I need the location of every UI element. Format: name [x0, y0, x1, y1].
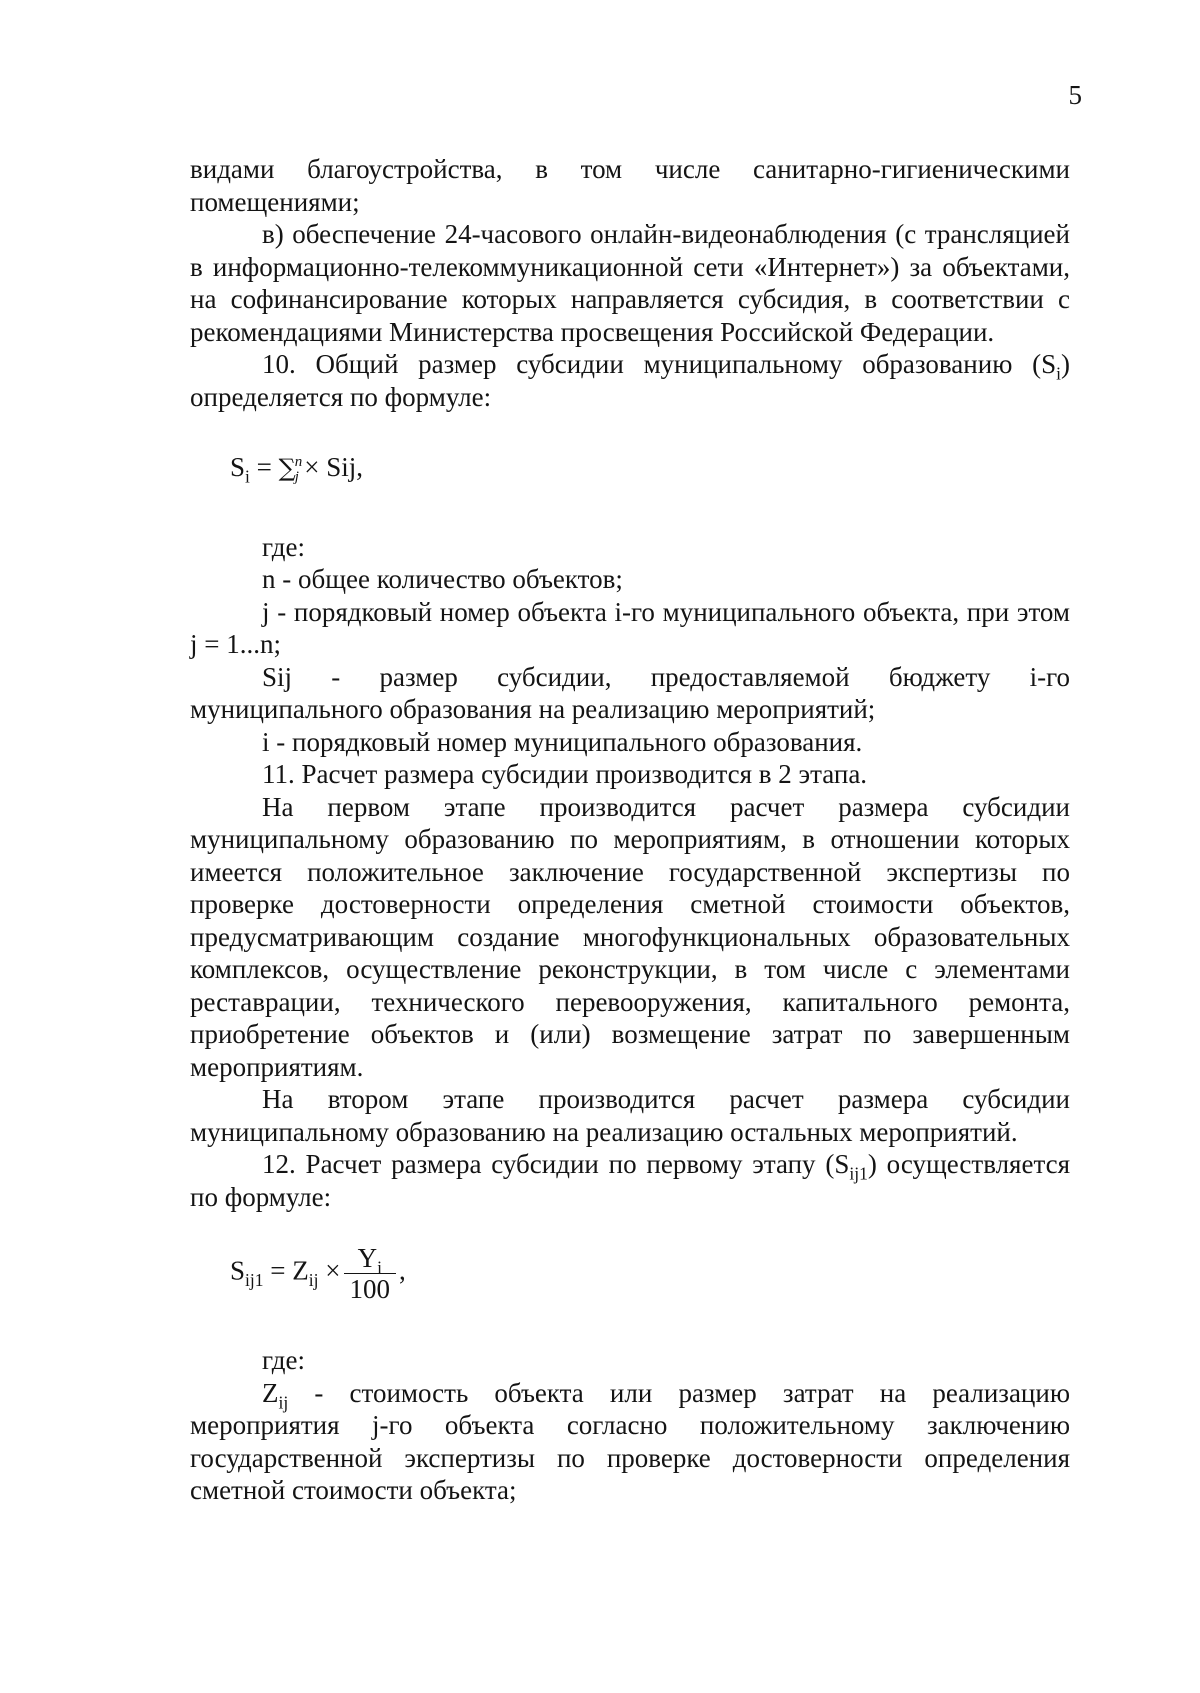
paragraph-10: 10. Общий размер субсидии муниципальному образованию $(S_i)$ определяется по формуле:	[190, 349, 1070, 412]
paragraph-continuation: видами благоустройства, в том числе санитарно-гигиеническими помещениями;	[190, 154, 1070, 217]
subscript: ij1	[849, 1163, 868, 1184]
fraction-numerator: $Y_i$	[344, 1243, 397, 1274]
where-label: где:	[262, 531, 305, 562]
where-label-2: где:	[262, 1345, 305, 1376]
definition-sij: Sij - размер субсидии, предоставляемой бюджету i-го муниципального образования на реализацию мероприятий;	[190, 661, 1070, 725]
fraction-denominator: 100	[349, 1274, 391, 1305]
fraction	[344, 1243, 397, 1304]
paragraph-stage-1: На первом этапе производится расчет размера субсидии муниципальному образованию по мероприятиям, в отношении которых имеется положительное заключение государственной экспертизы по проверке достоверности определения сметной стоимости объектов, предусматривающим создание многофункциональных образовательных комплексов, осуществление реконструкции, в том числе с элементами реставрации, технического перевооружения, капитального ремонта, приобретение объектов и (или) возмещение затрат по завершенным мероприятиям.	[190, 791, 1070, 1082]
subscript: i	[1056, 363, 1061, 384]
page-number: 5	[1068, 80, 1082, 110]
paragraph-item-v: в) обеспечение 24-часового онлайн-видеонаблюдения (с трансляцией в информационно-телекоммуникационной сети «Интернет») за объектами, на софинансирование которых направляется субсидия, в соответствии с рекомендациями Министерства просвещения Российской Федерации.	[190, 219, 1070, 347]
document-body	[190, 153, 1070, 1507]
definition-n: n - общее количество объектов;	[262, 564, 623, 595]
paragraph-12: 12. Расчет размера субсидии по первому этапу $(S_{ij1})$ осуществляется по формуле:	[190, 1149, 1070, 1212]
definition-zij: $Z_{ij}$ - стоимость объекта или размер затрат на реализацию мероприятия j-го объекта согласно положительному заключению государственной экспертизы по проверке достоверности определения сметной стоимости объекта;	[190, 1377, 1070, 1506]
formula-total-subsidy: $S_i$ = ∑ n j × Sij,	[230, 452, 364, 487]
sum-symbol: ∑	[278, 454, 296, 482]
sum-limits: n j	[294, 453, 303, 485]
formula-stage-1-subsidy: $S_{ij1} = Z_{ij}$ × $\frac{Y_i}{100}$ ,	[230, 1243, 406, 1305]
paragraph-11: 11. Расчет размера субсидии производится в 2 этапа.	[262, 759, 868, 790]
definition-j: j - порядковый номер объекта i-го муниципального объекта, при этом j = 1...n;	[190, 596, 1070, 660]
paragraph-stage-2: На втором этапе производится расчет размера субсидии муниципальному образованию на реализацию остальных мероприятий.	[190, 1084, 1070, 1147]
definition-i: i - порядковый номер муниципального образования.	[262, 726, 863, 757]
